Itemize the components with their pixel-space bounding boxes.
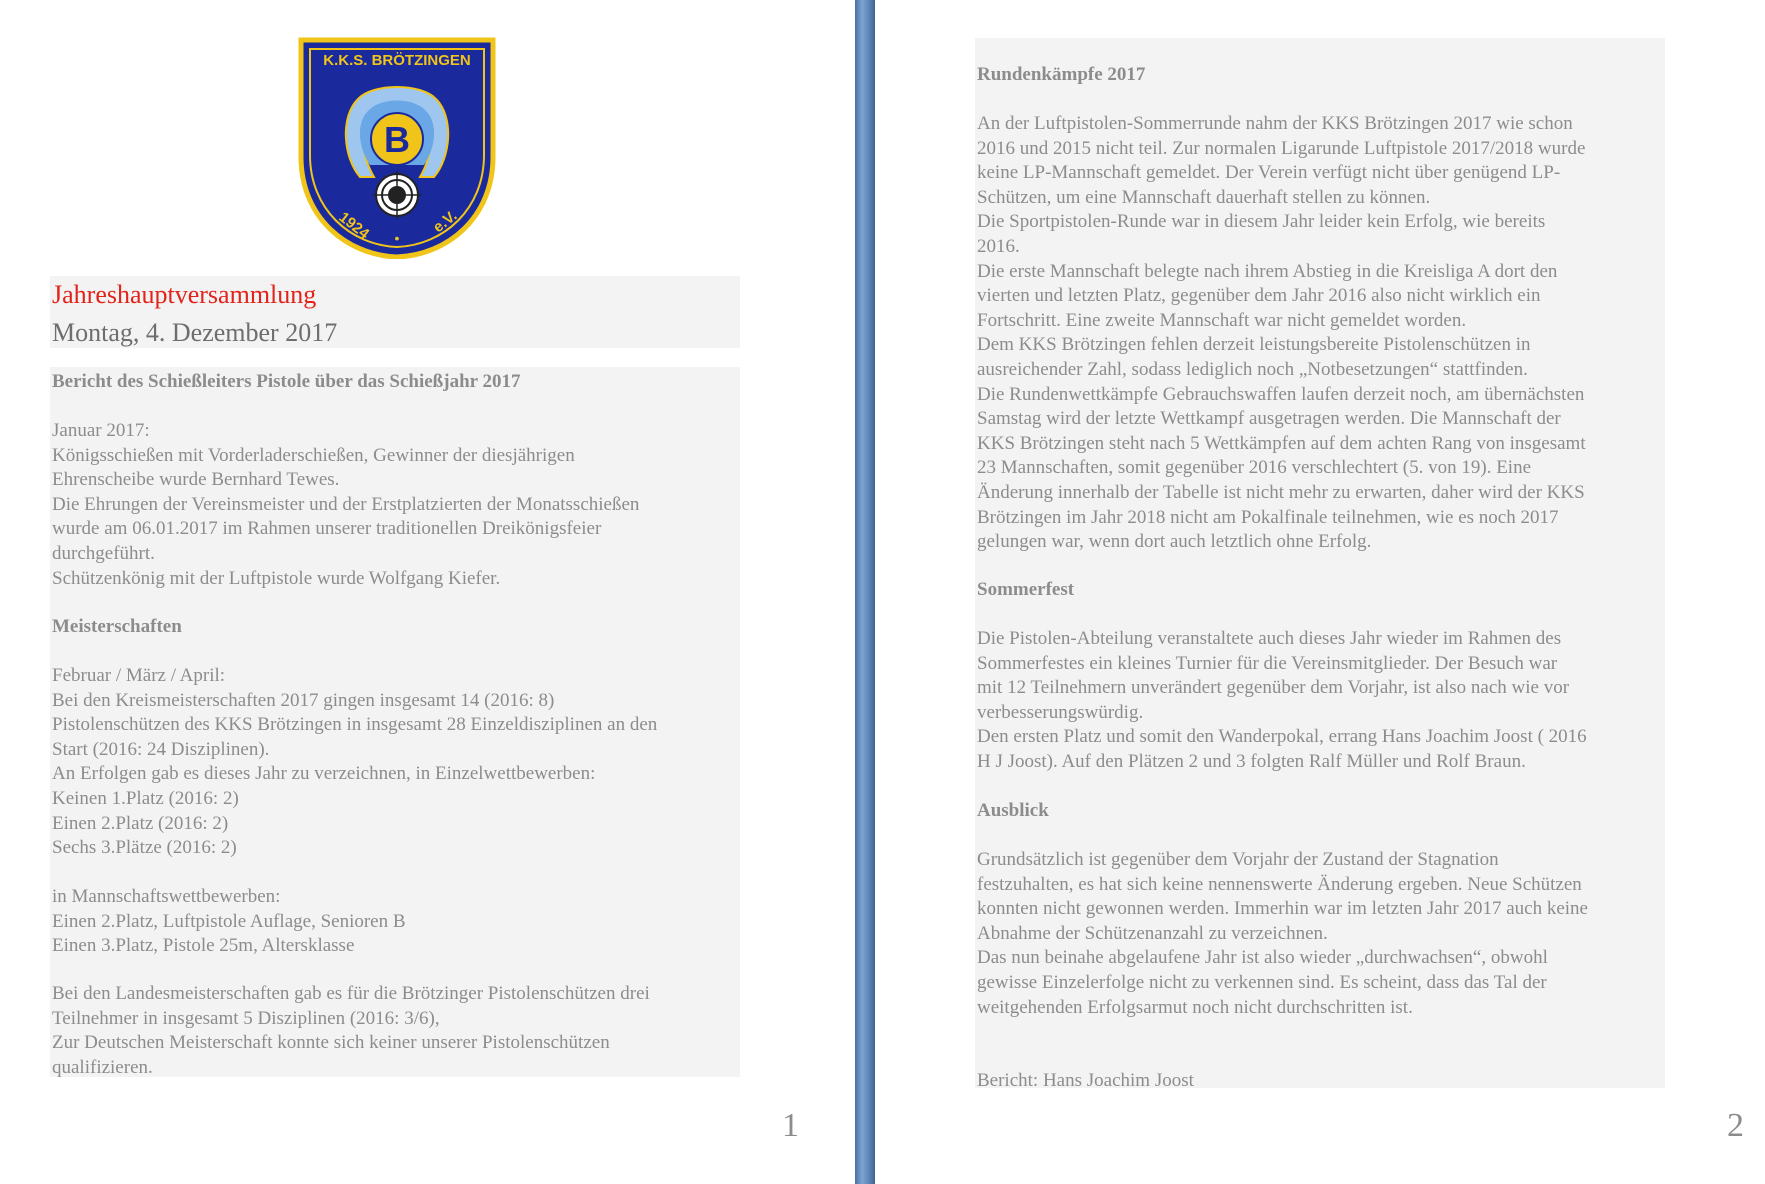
logo-year: 1924 xyxy=(335,208,373,243)
club-logo xyxy=(298,37,496,259)
paragraph-january: Januar 2017: Königsschießen mit Vorderladerschießen, Gewinner der diesjährigen Ehrenscheibe wurde Bernhard Tewes. Die Ehrungen der Vereinsmeister und der Erstplatzierten der Monatsschießen wurde am 06.01.2017 im Rahmen unserer traditionellen Dreikönigsfeier durchgeführt. Schützenkönig mit der Luftpistole wurde Wolfgang Kiefer. xyxy=(52,420,640,589)
page-number-1: 1 xyxy=(782,1107,799,1144)
paragraph-kreismeisterschaften: Februar / März / April: Bei den Kreismeisterschaften 2017 gingen insgesamt 14 (2016: 8) Pistolenschützen des KKS Brötzingen in insgesamt 28 Einzeldisziplinen an den Start (2016: 24 Disziplinen). An Erfolgen gab es dieses Jahr zu verzeichnen, in Einzelwettbewerben: Keinen 1.Platz (2016: 2) Einen 2.Platz (2016: 2) Sechs 3.Plätze (2016: 2) xyxy=(52,665,658,859)
logo-suffix: e.V. xyxy=(429,207,461,237)
logo-club-name: K.K.S. BRÖTZINGEN xyxy=(323,52,471,69)
heading-rundenkaempfe: Rundenkämpfe 2017 xyxy=(977,64,1146,85)
page-number-2: 2 xyxy=(1727,1107,1744,1144)
logo-letter: B xyxy=(384,119,410,160)
document-title: Jahreshauptversammlung xyxy=(52,280,317,309)
document-page-2 xyxy=(875,0,1765,1184)
document-page-1 xyxy=(0,0,855,1184)
paragraph-rundenkaempfe: An der Luftpistolen-Sommerrunde nahm der KKS Brötzingen 2017 wie schon 2016 und 2015 nicht teil. Zur normalen Ligarunde Luftpistole 2017/2018 wurde keine LP-Mannschaft gemeldet. Der Verein verfügt nicht über genügend LP- Schützen, um eine Mannschaft dauerhaft stellen zu können. Die Sportpistolen-Runde war in diesem Jahr leider kein Erfolg, wie bereits 2016. Die erste Mannschaft belegte nach ihrem Abstieg in die Kreisliga A dort den vierten und letzten Platz, gegenüber dem Jahr 2016 also nicht wirklich ein Fortschritt. Eine zweite Mannschaft war nicht gemeldet worden. Dem KKS Brötzingen fehlen derzeit leistungsbereite Pistolenschützen in ausreichender Zahl, sodass lediglich noch „Notbesetzungen“ stattfinden. Die Rundenwettkämpfe Gebrauchswaffen laufen derzeit noch, am übernächsten Samstag wird der letzte Wettkampf ausgetragen werden. Die Mannschaft der KKS Brötzingen steht nach 5 Wettkämpfen auf dem achten Rang von insgesamt 23 Mannschaften, somit gegenüber 2016 verschlechtert (5. von 19). Eine Änderung innerhalb der Tabelle ist nicht mehr zu erwarten, daher wird der KKS Brötzingen im Jahr 2018 nicht am Pokalfinale teilnehmen, wie es noch 2017 gelungen war, wenn dort auch letztlich ohne Erfolg. xyxy=(977,113,1586,553)
report-signature: Bericht: Hans Joachim Joost xyxy=(977,1070,1194,1091)
meeting-date: Montag, 4. Dezember 2017 xyxy=(52,318,338,347)
paragraph-sommerfest: Die Pistolen-Abteilung veranstaltete auch dieses Jahr wieder im Rahmen des Sommerfestes ein kleines Turnier für die Vereinsmitglieder. Der Besuch war mit 12 Teilnehmern unverändert gegenüber dem Vorjahr, ist also nach wie vor verbesserungswürdig. Den ersten Platz und somit den Wanderpokal, errang Hans Joachim Joost ( 2016 H J Joost). Auf den Plätzen 2 und 3 folgten Ralf Müller und Rolf Braun. xyxy=(977,628,1587,772)
paragraph-landesmeisterschaften: Bei den Landesmeisterschaften gab es für die Brötzinger Pistolenschützen drei Teilnehmer in insgesamt 5 Disziplinen (2016: 3/6), Zur Deutschen Meisterschaft konnte sich keiner unserer Pistolenschützen qualifizieren. xyxy=(52,983,650,1078)
logo-dot: • xyxy=(394,230,400,246)
heading-ausblick: Ausblick xyxy=(977,800,1049,821)
report-heading: Bericht des Schießleiters Pistole über das Schießjahr 2017 xyxy=(52,371,521,392)
heading-meisterschaften: Meisterschaften xyxy=(52,616,182,637)
paragraph-mannschaft: in Mannschaftswettbewerben: Einen 2.Platz, Luftpistole Auflage, Senioren B Einen 3.Platz, Pistole 25m, Altersklasse xyxy=(52,886,406,957)
heading-sommerfest: Sommerfest xyxy=(977,579,1075,600)
page-divider xyxy=(855,0,875,1184)
paragraph-ausblick: Grundsätzlich ist gegenüber dem Vorjahr der Zustand der Stagnation festzuhalten, es hat sich keine nennenswerte Änderung ergeben. Neue Schützen konnten nicht gewonnen werden. Immerhin war im letzten Jahr 2017 auch keine Abnahme der Schützenanzahl zu verzeichnen. Das nun beinahe abgelaufene Jahr ist also wieder „durchwachsen“, obwohl gewisse Einzelerfolge nicht zu verkennen sind. Es scheint, dass das Tal der weitgehenden Erfolgsarmut noch nicht durchschritten ist. xyxy=(977,849,1588,1018)
